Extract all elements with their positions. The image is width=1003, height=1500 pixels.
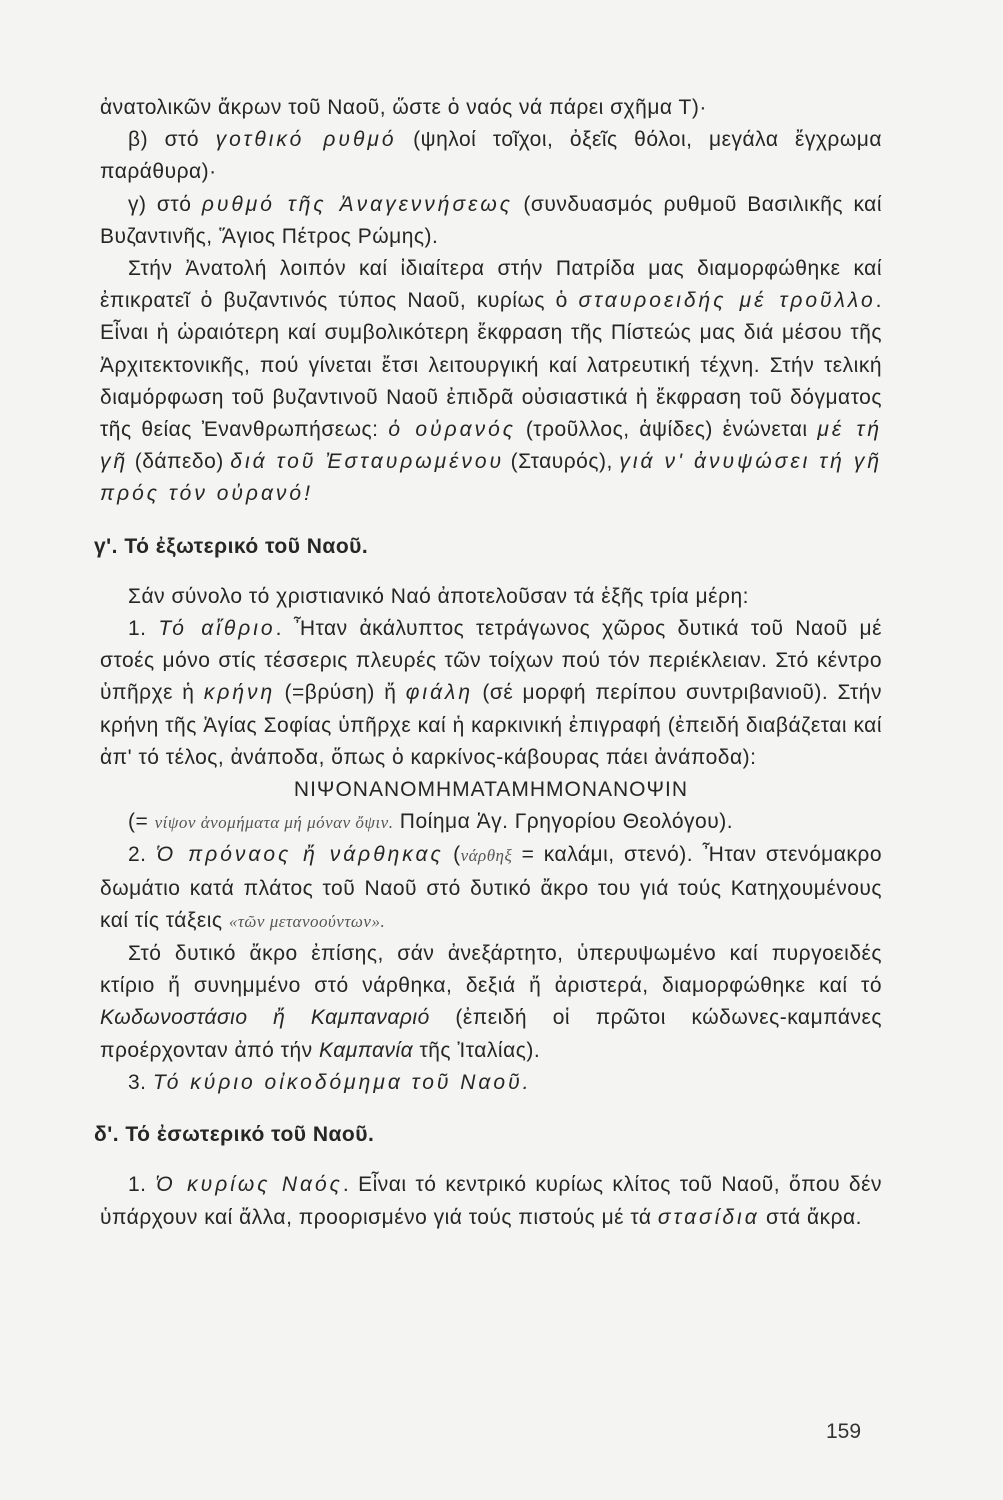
paragraph	[100, 1067, 882, 1099]
paragraph	[100, 189, 882, 253]
text: 3.	[128, 1070, 153, 1094]
text: = καλάμι, στενό). Ἦταν στενόμακρο δωμάτιο κατά πλάτος τοῦ Ναοῦ στό δυτικό ἄκρο του γιά τούς Κατηχουμένους καί τίς τάξεις	[100, 843, 882, 932]
emphasis: Τό κύριο οἰκοδόμημα τοῦ Ναοῦ.	[152, 1070, 532, 1094]
emphasis: Καμπανία	[319, 1038, 414, 1062]
text: (σέ μορφή περίπου συντριβανιοῦ). Στήν κρήνη τῆς Ἁγίας Σοφίας ὑπῆρχε καί ἡ καρκινική ἐπιγραφή (ἐπειδή διαβάζεται καί ἀπ' τό τέλος, ἀνάποδα, ὅπως ὁ καρκίνος-κάβουρας πάει ἀνάποδα):	[100, 681, 882, 769]
emphasis: ὁ οὐρανός	[388, 418, 516, 442]
text: (ἐπειδή οἱ πρῶτοι κώδωνες-καμπάνες προέρχονταν ἀπό τήν	[100, 1006, 882, 1062]
paragraph	[100, 253, 882, 511]
text: 1.	[128, 617, 159, 641]
text: (Σταυρός),	[504, 450, 620, 474]
palindrome-inscription: ΝΙΨΟΝΑΝΟΜΗΜΑΤΑΜΗΜΟΝΑΝΟΨΙΝ	[293, 778, 689, 802]
paragraph	[100, 806, 882, 839]
emphasis: κρήνη	[203, 681, 276, 705]
text: ἀνατολικῶν ἄκρων τοῦ Ναοῦ, ὥστε ὁ ναός νά πάρει σχῆμα Τ)·	[100, 96, 707, 119]
paragraph	[100, 581, 882, 613]
emphasis: διά τοῦ Ἐσταυρωμένου	[230, 450, 505, 474]
page-number: 159	[826, 1420, 862, 1443]
emphasis: σταυροειδής μέ τροῦλλο	[578, 289, 876, 313]
text: στά ἄκρα.	[759, 1205, 863, 1229]
text: Στήν Ἀνατολή λοιπόν καί ἰδιαίτερα στήν Πατρίδα μας διαμορφώθηκε καί ἐπικρατεῖ ὁ βυζαντινός τύπος Ναοῦ, κυρίως ὁ	[100, 257, 882, 313]
text: (συνδυασμός ρυθμοῦ Βασιλικῆς καί Βυζαντινῆς, Ἅγιος Πέτρος Ρώμης).	[100, 192, 882, 248]
emphasis: γοτθικό ρυθμό	[215, 128, 397, 152]
paragraph	[100, 92, 882, 124]
text: Ποίημα Ἁγ. Γρηγορίου Θεολόγου).	[393, 810, 734, 834]
paragraph	[100, 613, 882, 774]
text: 1.	[128, 1173, 156, 1197]
text: 2.	[128, 843, 156, 867]
emphasis: Τό αἴθριο	[158, 617, 276, 641]
text: β) στό	[128, 128, 216, 152]
emphasis: Ὁ πρόναος ἤ νάρθηκας	[155, 843, 444, 867]
emphasis: Ὁ κυρίως Ναός	[155, 1173, 343, 1197]
text: (	[443, 843, 461, 867]
emphasis: ρυθμό τῆς Ἀναγεννήσεως	[201, 192, 513, 216]
paragraph	[100, 1169, 882, 1233]
paragraph	[100, 938, 882, 1067]
emphasis: γιά ν' ἀνυψώσει τή γῆ πρός τόν οὐρανό!	[100, 450, 882, 506]
text: . Εἶναι τό κεντρικό κυρίως κλίτος τοῦ Ναοῦ, ὅπου δέν ὑπάρχουν καί ἄλλα, προορισμένο γιά τούς πιστούς μέ τά	[100, 1173, 882, 1229]
text: γ) στό	[128, 192, 202, 216]
text: τῆς Ἰταλίας).	[413, 1038, 541, 1062]
emphasis: στασίδια	[657, 1205, 760, 1229]
emphasis: μέ τή γῆ	[100, 418, 882, 474]
section-heading-gamma: γ'. Τό ἐξωτερικό τοῦ Ναοῦ.	[94, 534, 369, 558]
emphasis: Κωδωνοστάσιο ἤ Καμπαναριό	[100, 1006, 430, 1030]
text: . Εἶναι ἡ ὡραιότερη καί συμβολικότερη ἔκφραση τῆς Πίστεώς μας διά μέσου τῆς Ἀρχιτεκτονικῆς, πού γίνεται ἔτσι λειτουργική καί λατρευτική τέχνη. Στήν τελική διαμόρφωση τοῦ βυζαντινοῦ Ναοῦ ἐπιδρᾶ οὐσιαστικά ἡ ἔκφραση τοῦ δόγματος τῆς θείας Ἐνανθρωπήσεως:	[100, 289, 882, 442]
text: (ψηλοί τοῖχοι, ὀξεῖς θόλοι, μεγάλα ἔγχρωμα παράθυρα)·	[100, 128, 882, 184]
emphasis: φιάλη	[405, 681, 474, 705]
quotation: νάρθηξ	[460, 846, 513, 866]
paragraph	[100, 839, 882, 938]
quotation: «τῶν μετανοούντων».	[228, 911, 386, 931]
page-body	[94, 92, 882, 1234]
paragraph	[100, 124, 882, 188]
text: (δάπεδο)	[128, 450, 231, 474]
text: Στό δυτικό ἄκρο ἐπίσης, σάν ἀνεξάρτητο, ὑπερυψωμένο καί πυργοειδές κτίριο ἤ συνημμένο στό νάρθηκα, δεξιά ἤ ἀριστερά, διαμορφώθηκε καί τό	[100, 942, 882, 998]
text: (τροῦλλος, ἁψίδες) ἑνώνεται	[515, 418, 818, 442]
text: (=βρύση) ἤ	[275, 681, 406, 705]
quotation: νίψον ἀνομήματα μή μόναν ὄψιν.	[154, 813, 394, 833]
text: (=	[128, 810, 155, 834]
text: Σάν σύνολο τό χριστιανικό Ναό ἀποτελοῦσαν τά ἑξῆς τρία μέρη:	[128, 584, 749, 608]
text: . Ἦταν ἀκάλυπτος τετράγωνος χῶρος δυτικά τοῦ Ναοῦ μέ στοές μόνο στίς τέσσερις πλευρές τῶν τοίχων πού τόν περιέκλειαν. Στό κέντρο ὑπῆρχε ἡ	[100, 617, 882, 705]
section-heading-delta: δ'. Τό ἐσωτερικό τοῦ Ναοῦ.	[94, 1123, 375, 1147]
